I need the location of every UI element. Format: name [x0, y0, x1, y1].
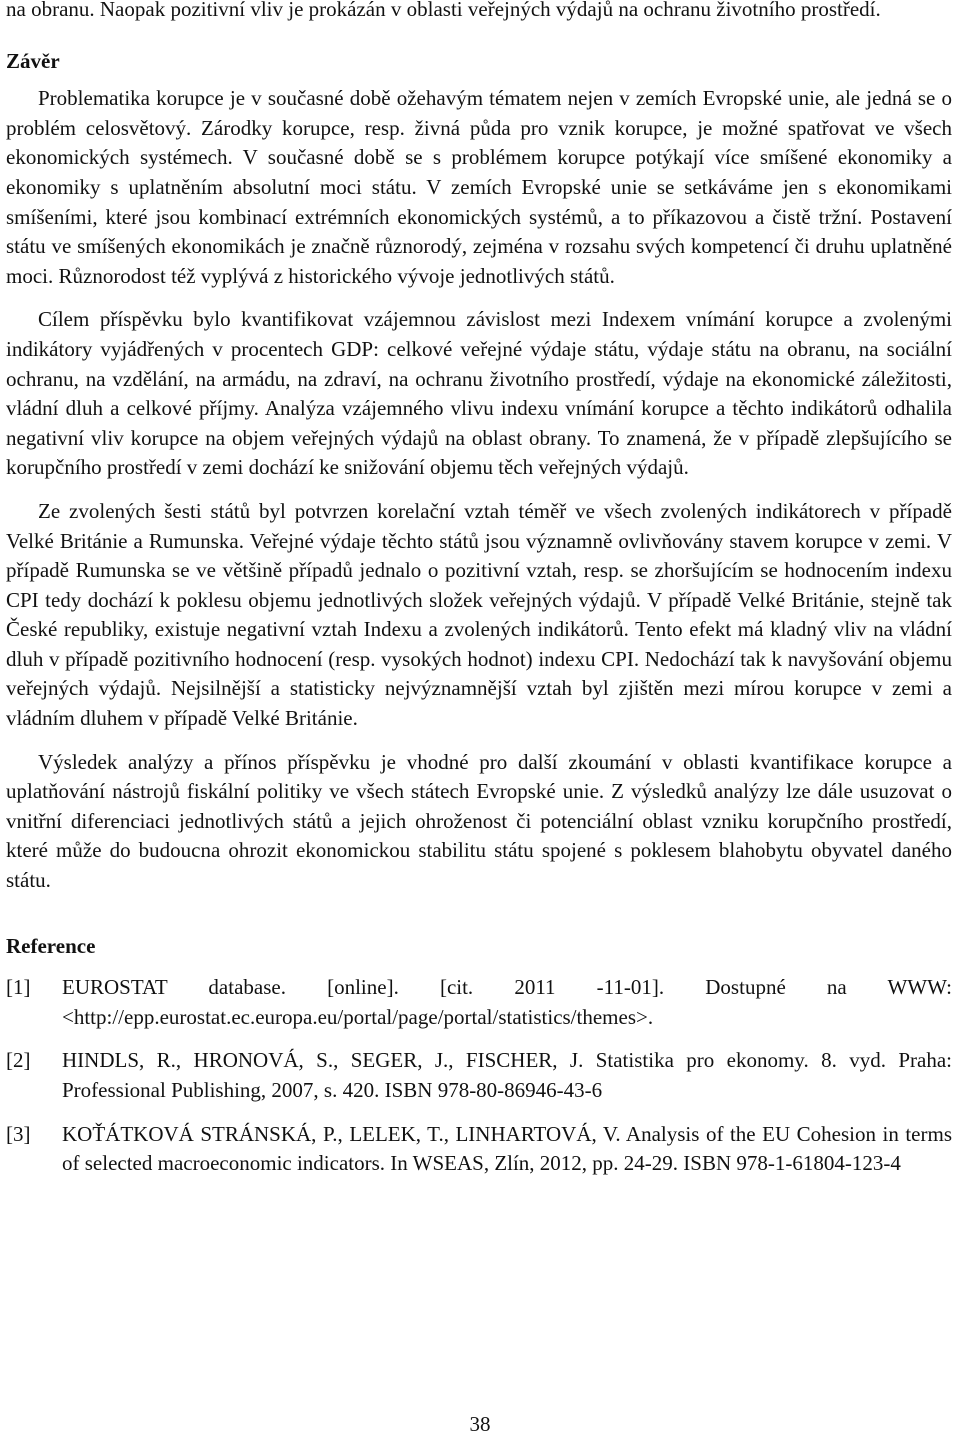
- reference-text: HINDLS, R., HRONOVÁ, S., SEGER, J., FISCHER, J. Statistika pro ekonomy. 8. vyd. Praha: Professional Publishing, 2007, s. 420. ISBN 978-80-86946-43-6: [62, 1048, 952, 1102]
- reference-text: KOŤÁTKOVÁ STRÁNSKÁ, P., LELEK, T., LINHARTOVÁ, V. Analysis of the EU Cohesion in terms of selected macroeconomic indicators. In WSEAS, Zlín, 2012, pp. 24-29. ISBN 978-1-61804-123-4: [62, 1121, 952, 1176]
- conclusion-heading: Závěr: [6, 48, 60, 73]
- reference-item-1: [6, 973, 952, 1032]
- intro-paragraph: na obranu. Naopak pozitivní vliv je prokázán v oblasti veřejných výdajů na ochranu životního prostředí.: [6, 0, 881, 21]
- reference-item-3: [6, 1120, 952, 1179]
- reference-number: [2]: [6, 1048, 31, 1073]
- conclusion-paragraph-1: Problematika korupce je v současné době ožehavým tématem nejen v zemích Evropské unie, ale jedná se o problém celosvětový. Zárodky korupce, resp. živná půda pro vznik korupce, je možné spatřovat ve všech ekonomických systémech. V současné době se s problémem korupce potýkají více smíšené ekonomiky a ekonomiky s uplatněním absolutní moci státu. V zemích Evropské unie se setkáváme jen s ekonomikami smíšeními, které jsou kombinací extrémních ekonomických systémů, a to příkazovou a čistě tržní. Postavení státu ve smíšených ekonomikách je značně různorodý, zejména v rozsahu svých kompetencí či druhu uplatněné moci. Různorodost též vyplývá z historického vývoje jednotlivých států.: [6, 86, 952, 288]
- conclusion-paragraph-4: Výsledek analýzy a přínos příspěvku je vhodné pro další zkoumání v oblasti kvantifikace korupce a uplatňování nástrojů fiskální politiky ve všech státech Evropské unie. Z výsledků analýzy lze dále usuzovat o vnitřní diferenciaci jednotlivých států a jejich ohroženost či potenciální oblast vzniku korupčního prostředí, které může do budoucna ohrozit ekonomickou stabilitu státu spojené s poklesem blahobytu obyvatel daného státu.: [6, 749, 952, 893]
- page-number: 38: [469, 1412, 491, 1436]
- reference-text: EUROSTAT database. [online]. [cit. 2011 -11-01]. Dostupné na WWW: <http://epp.eurostat.ec.europa.eu/portal/page/portal/statistics/themes>.: [62, 975, 952, 1029]
- reference-item-2: [6, 1046, 952, 1105]
- references-heading: Reference: [6, 933, 96, 958]
- reference-number: [1]: [6, 975, 31, 1000]
- conclusion-paragraph-2: Cílem příspěvku bylo kvantifikovat vzájemnou závislost mezi Indexem vnímání korupce a zvolenými indikátory vyjádřených v procentech GDP: celkové veřejné výdaje státu, výdaje státu na obranu, na sociální ochranu, na vzdělání, na armádu, na zdraví, na ochranu životního prostředí, výdaje na ekonomické záležitosti, vládní dluh a celkové příjmy. Analýza vzájemného vlivu indexu vnímání korupce a těchto indikátorů odhalila negativní vliv korupce na objem veřejných výdajů na oblast obrany. To znamená, že v případě zlepšujícího se korupčního prostředí v zemi dochází ke snižování objemu těch veřejných výdajů.: [6, 307, 952, 480]
- conclusion-paragraph-3: Ze zvolených šesti států byl potvrzen korelační vztah téměř ve všech zvolených indikátorech v případě Velké Británie a Rumunska. Veřejné výdaje těchto států jsou významně ovlivňovány stavem korupce v zemi. V případě Rumunska se ve většině případů jednalo o pozitivní vztah, resp. se zhoršujícím se hodnocením indexu CPI tedy dochází k poklesu objemu jednotlivých složek veřejných výdajů. V případě Velké Británie, stejně tak České republiky, existuje negativní vztah Indexu a zvolených indikátorů. Tento efekt má kladný vliv na vládní dluh v případě pozitivního hodnocení (resp. vysokých hodnot) indexu CPI. Nedochází tak k navyšování objemu veřejných výdajů. Nejsilnější a statisticky nejvýznamnější vztah byl zjištěn mezi mírou korupce v zemi a vládním dluhem v případě Velké Británie.: [6, 498, 952, 731]
- reference-number: [3]: [6, 1121, 31, 1146]
